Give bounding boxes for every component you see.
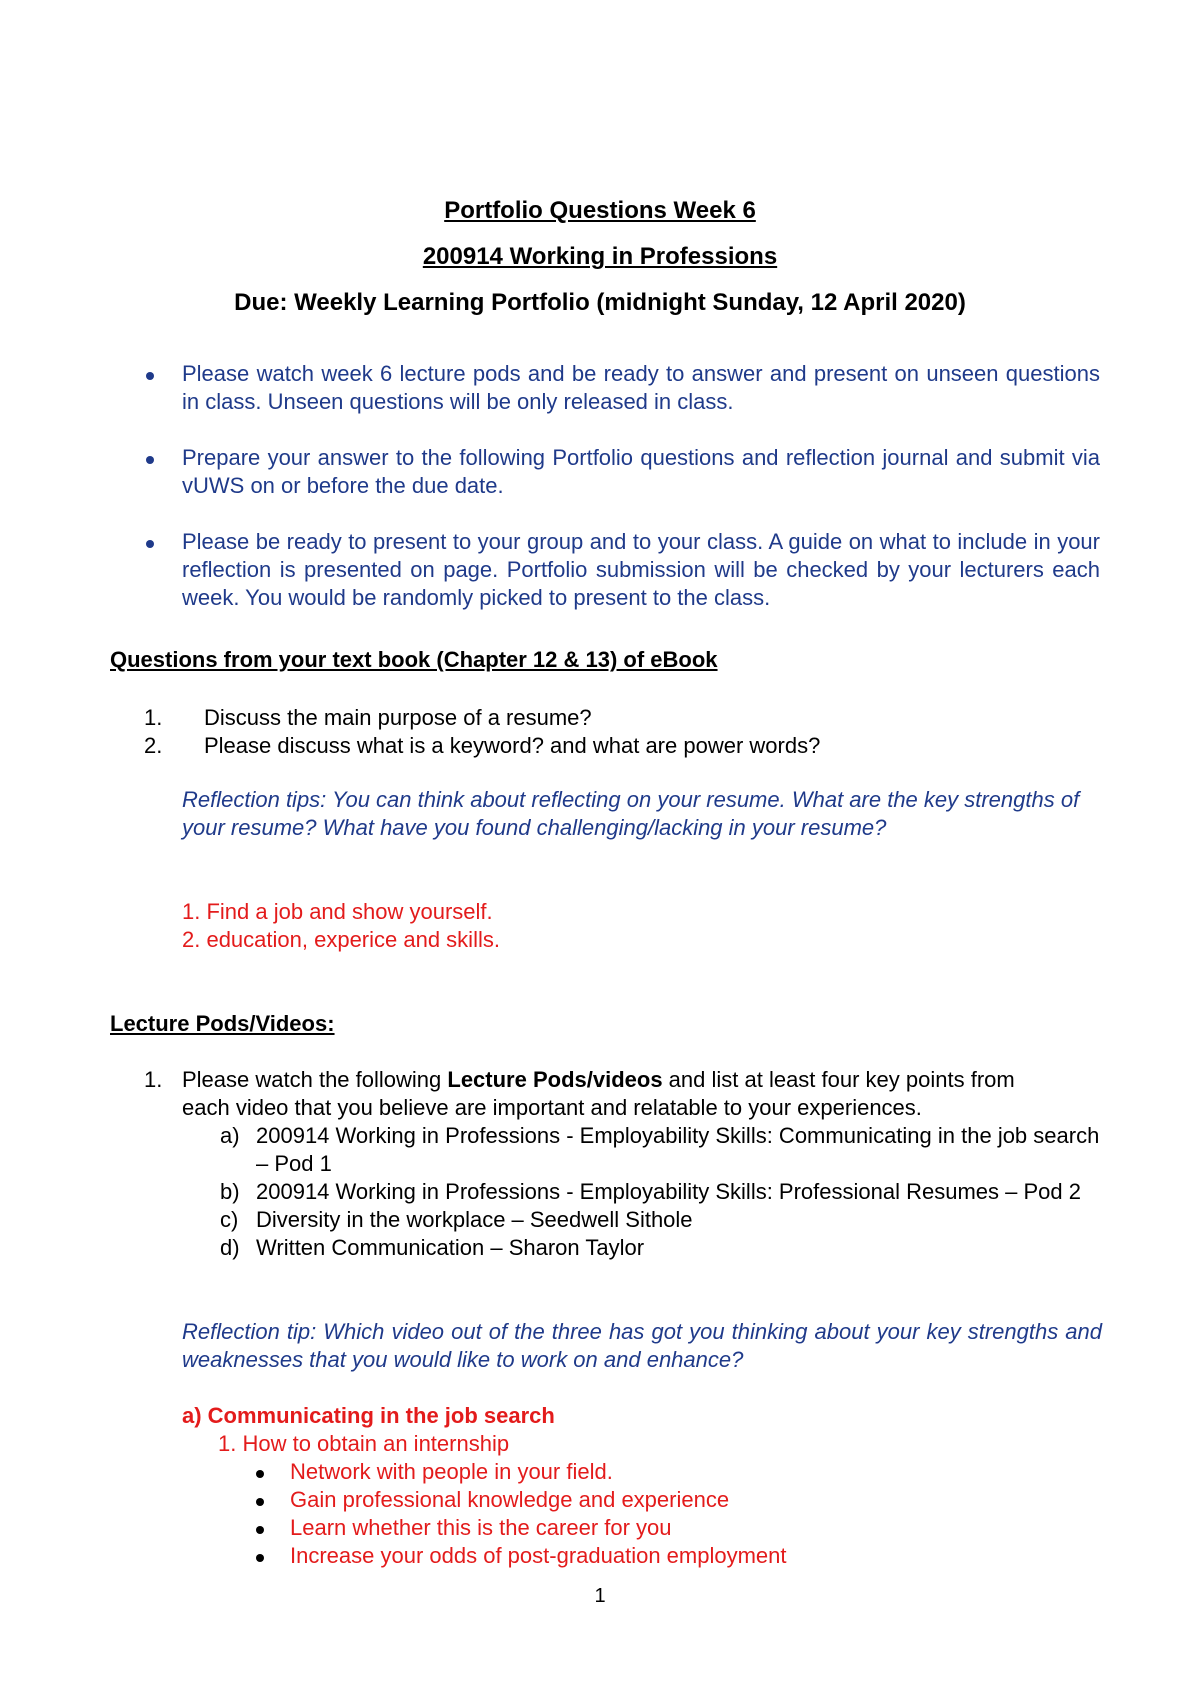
instruction-bullets	[144, 360, 1100, 640]
textbook-questions	[144, 704, 1104, 760]
bullet-icon	[146, 456, 154, 464]
lecture-question	[144, 1066, 1104, 1122]
answer-subheading: 1. How to obtain an internship	[218, 1431, 510, 1456]
list-item: Prepare your answer to the following Portfolio questions and reflection journal and submit via vUWS on or before the due date.	[144, 444, 1100, 500]
resume-answers	[182, 898, 1102, 954]
bullet-icon	[146, 540, 154, 548]
list-item: Please watch week 6 lecture pods and be ready to answer and present on unseen questions in class. Unseen questions will be only released in class.	[144, 360, 1100, 416]
list-item: d) Written Communication – Sharon Taylor	[220, 1235, 645, 1260]
list-item: c) Diversity in the workplace – Seedwell Sithole	[220, 1207, 693, 1232]
doc-title: Portfolio Questions Week 6	[444, 197, 756, 224]
title-block	[0, 196, 1200, 334]
lecture-heading: Lecture Pods/Videos:	[110, 1011, 335, 1036]
page-number: 1	[594, 1585, 606, 1607]
list-item: Learn whether this is the career for you	[250, 1514, 1110, 1542]
bullet-icon	[146, 372, 154, 380]
bullet-icon	[256, 1470, 264, 1478]
list-item: Gain professional knowledge and experience	[250, 1486, 1110, 1514]
bullet-icon	[256, 1554, 264, 1562]
due-line: Due: Weekly Learning Portfolio (midnight Sunday, 12 April 2020)	[234, 289, 966, 316]
answer-line: 1. Find a job and show yourself.	[182, 899, 493, 924]
list-item: Please be ready to present to your group and to your class. A guide on what to include in your reflection is presented on page. Portfolio submission will be checked by your lecturers each week. You would be randomly picked to present to the class.	[144, 528, 1100, 612]
list-item: 2. Please discuss what is a keyword? and what are power words?	[144, 733, 821, 758]
list-item: 1. Discuss the main purpose of a resume?	[144, 705, 592, 730]
answer-heading: a) Communicating in the job search	[182, 1403, 555, 1428]
reflection-tip-videos: Reflection tip: Which video out of the three has got you thinking about your key strengths and weaknesses that you would like to work on and enhance?	[182, 1319, 1102, 1372]
list-item: Network with people in your field.	[250, 1458, 1110, 1486]
textbook-heading: Questions from your text book (Chapter 12 & 13) of eBook	[110, 647, 718, 672]
answer-points	[250, 1458, 1110, 1570]
course-title: 200914 Working in Professions	[422, 243, 778, 270]
reflection-tip-resume: Reflection tips: You can think about reflecting on your resume. What are the key strengths of your resume? What have you found challenging/lacking in your resume?	[182, 787, 1080, 840]
video-list	[220, 1122, 1100, 1262]
list-item: 1. Please watch the following Lecture Pods/videos and list at least four key points from each video that you believe are important and relatable to your experiences.	[144, 1067, 1015, 1120]
list-item: a) 200914 Working in Professions - Employability Skills: Communicating in the job search – Pod 1	[220, 1123, 1100, 1176]
lecture-pods-bold: Lecture Pods/videos	[447, 1067, 663, 1092]
answer-line: 2. education, experice and skills.	[182, 927, 500, 952]
list-item: b) 200914 Working in Professions - Employability Skills: Professional Resumes – Pod 2	[220, 1179, 1081, 1204]
bullet-icon	[256, 1526, 264, 1534]
bullet-icon	[256, 1498, 264, 1506]
list-item: Increase your odds of post-graduation employment	[250, 1542, 1110, 1570]
